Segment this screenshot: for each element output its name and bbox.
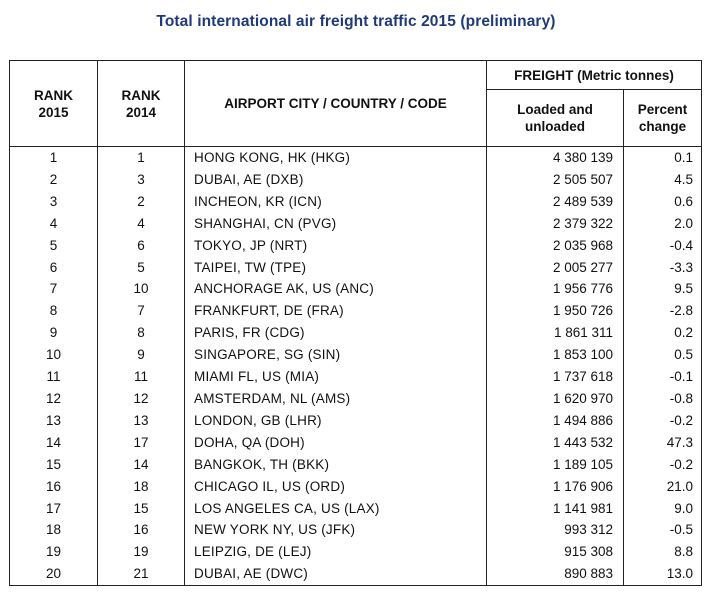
cell-percent-change: 0.6 <box>624 191 702 213</box>
cell-rank-2015: 7 <box>10 278 98 300</box>
cell-airport: LOS ANGELES CA, US (LAX) <box>185 498 487 520</box>
cell-rank-2015: 13 <box>10 410 98 432</box>
cell-rank-2015: 1 <box>10 147 98 169</box>
cell-airport: BANGKOK, TH (BKK) <box>185 454 487 476</box>
cell-airport: DUBAI, AE (DXB) <box>185 169 487 191</box>
table-row <box>10 344 702 366</box>
cell-rank-2015: 11 <box>10 366 98 388</box>
cell-rank-2014: 10 <box>98 278 185 300</box>
cell-airport: AMSTERDAM, NL (AMS) <box>185 388 487 410</box>
cell-airport: HONG KONG, HK (HKG) <box>185 147 487 169</box>
cell-airport: INCHEON, KR (ICN) <box>185 191 487 213</box>
cell-percent-change: -0.8 <box>624 388 702 410</box>
cell-airport: TOKYO, JP (NRT) <box>185 235 487 257</box>
table-row <box>10 300 702 322</box>
cell-freight-loaded-unloaded: 4 380 139 <box>487 147 624 169</box>
table-row <box>10 147 702 169</box>
cell-rank-2014: 16 <box>98 519 185 541</box>
header-rank-2014: RANK 2014 <box>98 61 185 147</box>
cell-percent-change: 2.0 <box>624 213 702 235</box>
table-row <box>10 235 702 257</box>
cell-airport: LONDON, GB (LHR) <box>185 410 487 432</box>
cell-freight-loaded-unloaded: 1 443 532 <box>487 432 624 454</box>
cell-rank-2014: 17 <box>98 432 185 454</box>
cell-rank-2014: 21 <box>98 563 185 585</box>
cell-freight-loaded-unloaded: 1 189 105 <box>487 454 624 476</box>
table-row <box>10 169 702 191</box>
cell-rank-2015: 15 <box>10 454 98 476</box>
cell-rank-2014: 15 <box>98 498 185 520</box>
cell-airport: NEW YORK NY, US (JFK) <box>185 519 487 541</box>
cell-rank-2014: 13 <box>98 410 185 432</box>
cell-rank-2015: 5 <box>10 235 98 257</box>
cell-freight-loaded-unloaded: 1 494 886 <box>487 410 624 432</box>
cell-percent-change: 21.0 <box>624 476 702 498</box>
cell-airport: DUBAI, AE (DWC) <box>185 563 487 585</box>
cell-airport: MIAMI FL, US (MIA) <box>185 366 487 388</box>
cell-freight-loaded-unloaded: 1 861 311 <box>487 322 624 344</box>
cell-rank-2015: 4 <box>10 213 98 235</box>
cell-rank-2014: 6 <box>98 235 185 257</box>
cell-percent-change: 9.5 <box>624 278 702 300</box>
cell-rank-2015: 2 <box>10 169 98 191</box>
table-row <box>10 410 702 432</box>
table-header <box>10 61 702 147</box>
cell-rank-2014: 1 <box>98 147 185 169</box>
cell-freight-loaded-unloaded: 2 035 968 <box>487 235 624 257</box>
table-row <box>10 563 702 585</box>
cell-percent-change: -0.5 <box>624 519 702 541</box>
table-row <box>10 257 702 279</box>
cell-percent-change: -0.1 <box>624 366 702 388</box>
table-row <box>10 476 702 498</box>
cell-rank-2014: 11 <box>98 366 185 388</box>
header-percent-change: Percent change <box>624 90 702 147</box>
cell-rank-2015: 20 <box>10 563 98 585</box>
cell-rank-2015: 14 <box>10 432 98 454</box>
cell-percent-change: -3.3 <box>624 257 702 279</box>
table-row <box>10 366 702 388</box>
header-rank-2015: RANK 2015 <box>10 61 98 147</box>
cell-airport: SHANGHAI, CN (PVG) <box>185 213 487 235</box>
cell-airport: SINGAPORE, SG (SIN) <box>185 344 487 366</box>
cell-rank-2014: 8 <box>98 322 185 344</box>
freight-table <box>9 60 702 586</box>
cell-rank-2015: 12 <box>10 388 98 410</box>
cell-freight-loaded-unloaded: 2 505 507 <box>487 169 624 191</box>
cell-freight-loaded-unloaded: 2 005 277 <box>487 257 624 279</box>
cell-rank-2015: 6 <box>10 257 98 279</box>
cell-rank-2015: 17 <box>10 498 98 520</box>
cell-percent-change: -0.2 <box>624 454 702 476</box>
cell-percent-change: -0.2 <box>624 410 702 432</box>
cell-airport: ANCHORAGE AK, US (ANC) <box>185 278 487 300</box>
cell-percent-change: 13.0 <box>624 563 702 585</box>
table-row <box>10 432 702 454</box>
cell-freight-loaded-unloaded: 1 176 906 <box>487 476 624 498</box>
cell-percent-change: 0.5 <box>624 344 702 366</box>
cell-freight-loaded-unloaded: 890 883 <box>487 563 624 585</box>
cell-rank-2014: 3 <box>98 169 185 191</box>
table-row <box>10 191 702 213</box>
table-row <box>10 388 702 410</box>
cell-freight-loaded-unloaded: 1 141 981 <box>487 498 624 520</box>
cell-rank-2015: 8 <box>10 300 98 322</box>
cell-rank-2014: 19 <box>98 541 185 563</box>
cell-percent-change: -0.4 <box>624 235 702 257</box>
cell-freight-loaded-unloaded: 1 737 618 <box>487 366 624 388</box>
cell-rank-2014: 4 <box>98 213 185 235</box>
table-row <box>10 541 702 563</box>
cell-rank-2015: 3 <box>10 191 98 213</box>
cell-airport: TAIPEI, TW (TPE) <box>185 257 487 279</box>
table-row <box>10 322 702 344</box>
cell-rank-2015: 18 <box>10 519 98 541</box>
cell-freight-loaded-unloaded: 1 956 776 <box>487 278 624 300</box>
cell-percent-change: -2.8 <box>624 300 702 322</box>
cell-rank-2015: 19 <box>10 541 98 563</box>
cell-percent-change: 4.5 <box>624 169 702 191</box>
header-freight-group: FREIGHT (Metric tonnes) <box>487 61 702 90</box>
cell-rank-2014: 12 <box>98 388 185 410</box>
cell-freight-loaded-unloaded: 1 620 970 <box>487 388 624 410</box>
table-row <box>10 278 702 300</box>
cell-airport: DOHA, QA (DOH) <box>185 432 487 454</box>
cell-rank-2015: 10 <box>10 344 98 366</box>
cell-rank-2014: 18 <box>98 476 185 498</box>
cell-percent-change: 0.1 <box>624 147 702 169</box>
cell-freight-loaded-unloaded: 1 853 100 <box>487 344 624 366</box>
cell-rank-2014: 9 <box>98 344 185 366</box>
cell-rank-2014: 2 <box>98 191 185 213</box>
table-row <box>10 213 702 235</box>
cell-rank-2014: 5 <box>98 257 185 279</box>
cell-airport: CHICAGO IL, US (ORD) <box>185 476 487 498</box>
table-row <box>10 498 702 520</box>
cell-airport: LEIPZIG, DE (LEJ) <box>185 541 487 563</box>
cell-rank-2014: 7 <box>98 300 185 322</box>
table-row <box>10 454 702 476</box>
header-loaded-unloaded: Loaded and unloaded <box>487 90 624 147</box>
cell-freight-loaded-unloaded: 993 312 <box>487 519 624 541</box>
chart-title: Total international air freight traffic 2015 (preliminary) <box>156 13 556 30</box>
cell-rank-2015: 9 <box>10 322 98 344</box>
cell-percent-change: 0.2 <box>624 322 702 344</box>
cell-rank-2014: 14 <box>98 454 185 476</box>
cell-freight-loaded-unloaded: 915 308 <box>487 541 624 563</box>
cell-airport: PARIS, FR (CDG) <box>185 322 487 344</box>
cell-airport: FRANKFURT, DE (FRA) <box>185 300 487 322</box>
cell-percent-change: 9.0 <box>624 498 702 520</box>
cell-percent-change: 47.3 <box>624 432 702 454</box>
cell-freight-loaded-unloaded: 2 489 539 <box>487 191 624 213</box>
cell-percent-change: 8.8 <box>624 541 702 563</box>
table-row <box>10 519 702 541</box>
cell-rank-2015: 16 <box>10 476 98 498</box>
cell-freight-loaded-unloaded: 2 379 322 <box>487 213 624 235</box>
table-body <box>10 147 702 586</box>
header-airport: AIRPORT CITY / COUNTRY / CODE <box>185 61 487 147</box>
cell-freight-loaded-unloaded: 1 950 726 <box>487 300 624 322</box>
